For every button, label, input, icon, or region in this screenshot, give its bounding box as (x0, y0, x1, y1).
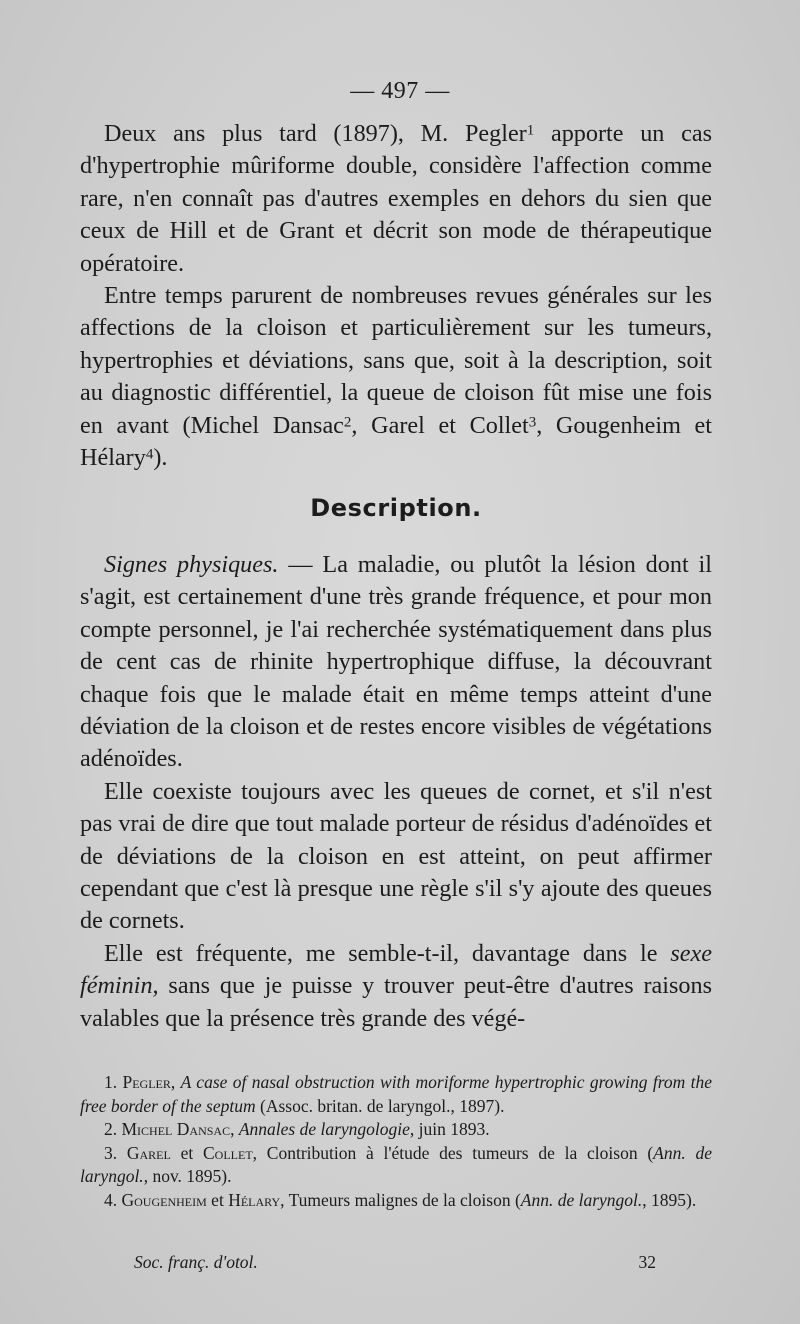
footnote-2-title: Annales de laryngologie (238, 1119, 410, 1140)
footnote-3 (80, 1142, 712, 1189)
footnote-2-author: Michel Dansac (121, 1119, 231, 1140)
footnote-4-text: , Tumeurs malignes de la cloison ( (280, 1189, 521, 1210)
paragraph-3-italic: Signes physiques. (104, 550, 279, 578)
paragraph-2-text-a: Entre temps parurent de nombreuses revues générales sur les affections de la cloison et particulièrement sur les tumeurs, hypertrophies et déviations, sans que, soit à la description, soit au diagnostic différentiel, la queue de cloison fût mise une fois en avant (Michel Dansac (80, 282, 712, 439)
paragraph-1 (80, 118, 712, 280)
paragraph-4: Elle coexiste toujours avec les queues de cornet, et s'il n'est pas vrai de dire que tout malade porteur de résidus d'adénoïdes et de déviations de la cloison en est atteint, on peut affirmer cependant que c'est là presque une règle s'il s'y ajoute des queues de cornets. (80, 777, 712, 935)
footnote-3-title: Ann. de laryngol. (80, 1142, 712, 1187)
paragraph-5-text-a: Elle est fréquente, me semble-t-il, davantage dans le (104, 939, 671, 967)
footnote-1-rest: (Assoc. britan. de laryngol., 1897). (255, 1095, 505, 1116)
printer-signature: Soc. franç. d'otol. (134, 1252, 258, 1272)
page-number: — 497 — (350, 78, 450, 104)
footnote-ref-4: 4 (145, 446, 154, 463)
footnote-3-text: , Contribution à l'étude des tumeurs de la cloison ( (252, 1142, 654, 1163)
footnote-1-title: A case of nasal obstruction with moriforme hypertrophic growing from the free border of the septum (80, 1072, 712, 1116)
footnote-2: 2. Michel Dansac, Annales de laryngologie, juin 1893. (104, 1119, 490, 1140)
footnote-3-and: et (170, 1142, 203, 1163)
footnote-1: 1. Pegler, A case of nasal obstruction with moriforme hypertrophic growing from the free border of the septum (Assoc. britan. de laryngol., 1897). (80, 1072, 712, 1116)
footnote-ref-2: 2 (343, 413, 352, 430)
footnotes (80, 1071, 712, 1213)
paragraph-1-rest: apporte un cas d'hypertrophie mûriforme double, considère l'affection comme rare, n'en connaît pas d'autres exemples en dehors du sien que ceux de Hill et de Grant et décrit son mode de thérapeutique opératoire. (80, 120, 712, 277)
footnote-3-author: Garel (126, 1142, 171, 1163)
paragraph-5 (80, 938, 712, 1035)
paragraph-2-text-d: ). (153, 444, 168, 472)
footnote-4-rest: , 1895). (642, 1189, 697, 1210)
section-heading: Description. (310, 494, 482, 523)
footnote-4-author-2: Hélary (228, 1189, 281, 1210)
footnote-4-title: Ann. de laryngol. (520, 1189, 643, 1210)
signature-number: 32 (638, 1252, 656, 1272)
footnote-4-author: Gougenheim (121, 1189, 207, 1210)
footnote-2-number: 2. (104, 1119, 122, 1140)
paragraph-2-text-b: , Garel et Collet (351, 411, 529, 439)
body-text (80, 118, 712, 1035)
footnote-3-rest: , nov. 1895). (143, 1166, 232, 1187)
footnote-3-author-2: Collet (202, 1142, 253, 1163)
footnote-3-number: 3. (104, 1142, 127, 1163)
paragraph-5-text-b: sans que je puisse y trouver peut-être d'autres raisons valables que la présence très grande des végé- (80, 972, 712, 1032)
footnote-1-number: 1. (104, 1072, 123, 1092)
paragraph-3-rest: — La maladie, ou plutôt la lésion dont il s'agit, est certainement d'une très grande fréquence, et pour mon compte personnel, je l'ai recherchée systématiquement dans plus de cent cas de rhinite hypertrophique diffuse, la découvrant chaque fois que le malade était en même temps atteint d'une déviation de la cloison et de restes encore visibles de végétations adénoïdes. (80, 550, 712, 773)
paragraph-1-text: Deux ans plus tard (1897), M. Pegler (104, 120, 527, 147)
paragraph-2 (80, 280, 712, 474)
footnote-4 (80, 1189, 712, 1213)
footnote-1-author: Pegler (122, 1072, 171, 1092)
footnote-2-rest: , juin 1893. (409, 1119, 490, 1140)
paragraph-5-italic: sexe féminin, (80, 939, 712, 1000)
footnote-ref-1: 1 (526, 122, 535, 139)
footnote-ref-3: 3 (528, 413, 537, 430)
footnote-4-number: 4. (104, 1189, 122, 1210)
paragraph-3 (80, 549, 712, 776)
paragraph-2-text-c: , Gougenheim et Hélary (80, 411, 712, 472)
footnote-4-and: et (206, 1189, 229, 1210)
